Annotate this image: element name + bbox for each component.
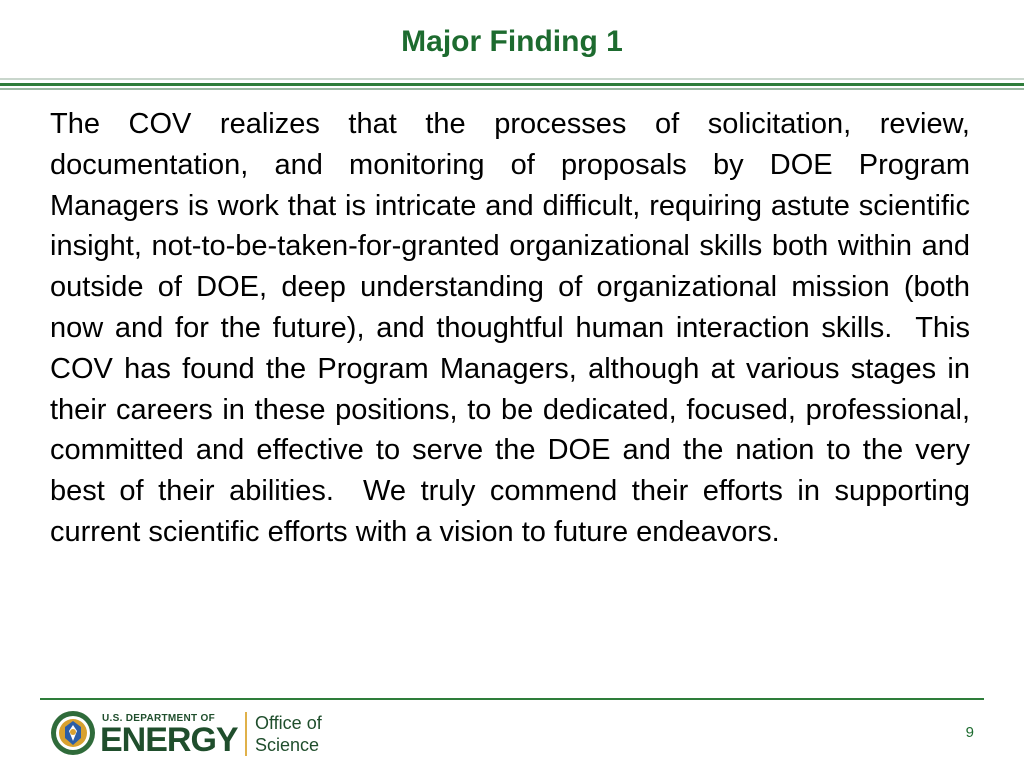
logo-office-line-2: Science	[255, 735, 320, 755]
doe-seal-icon	[50, 710, 96, 756]
header-rule-top	[0, 78, 1024, 80]
logo-office-of-science	[255, 712, 322, 756]
logo-energy-wordmark: ENERGY	[100, 721, 238, 759]
header-rule-bottom	[0, 88, 1024, 90]
slide-title: Major Finding 1	[401, 25, 623, 58]
doe-office-of-science-logo	[50, 710, 340, 760]
finding-body-text: The COV realizes that the processes of solicitation, review, documentation, and monitoring of proposals by DOE Program Managers is work that is intricate and difficult, requiring astute scientific insight, not-to-be-taken-for-granted organizational skills both within and outside of DOE, deep understanding of organizational mission (both now and for the future), and thoughtful human interaction skills. This COV has found the Program Managers, although at various stages in their careers in these positions, to be dedicated, focused, professional, committed and effective to serve the DOE and the nation to the very best of their abilities. We truly commend their efforts in supporting current scientific efforts with a vision to future endeavors.	[50, 108, 979, 548]
page-number: 9	[965, 724, 974, 741]
logo-office-line-1: Office of	[255, 713, 322, 733]
footer-rule	[40, 698, 984, 700]
logo-divider	[245, 712, 247, 756]
header-rule-main	[0, 83, 1024, 86]
logo-department-line: U.S. DEPARTMENT OF	[102, 713, 215, 724]
